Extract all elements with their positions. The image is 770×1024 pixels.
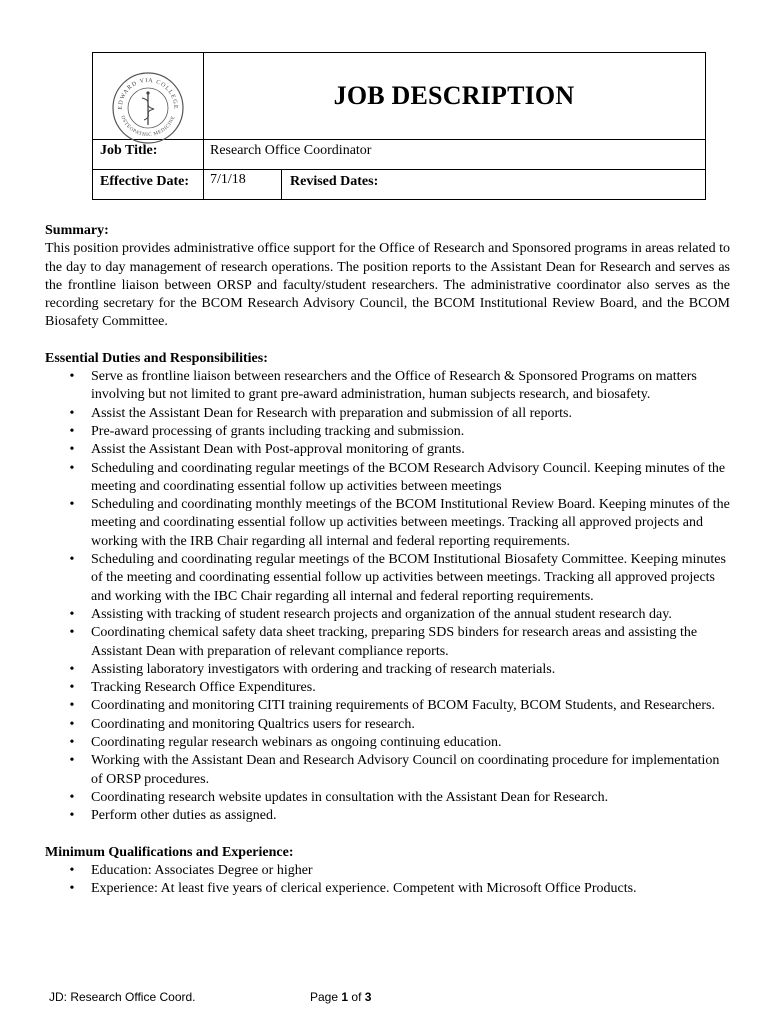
- document-title: JOB DESCRIPTION: [333, 81, 575, 110]
- list-item: • Assisting laboratory investigators with ordering and tracking of research materials.: [69, 661, 556, 677]
- effective-date-value: 7/1/18: [210, 172, 246, 187]
- list-item: • Coordinating regular research webinars as ongoing continuing education.: [69, 735, 502, 751]
- list-item: • Assisting with tracking of student research projects and organization of the annual student research day.: [69, 606, 672, 622]
- job-title-value: Research Office Coordinator: [210, 143, 372, 158]
- list-item: • Assist the Assistant Dean with Post-approval monitoring of grants.: [69, 442, 465, 458]
- job-title-label: Job Title:: [100, 143, 158, 158]
- duties-heading: Essential Duties and Responsibilities:: [45, 350, 268, 366]
- effective-date-label: Effective Date:: [100, 174, 190, 189]
- seal-text-bottom: OSTEOPATHIC MEDICINE: [119, 115, 177, 139]
- list-item: • Coordinating and monitoring Qualtrics users for research.: [69, 716, 415, 732]
- revised-dates-label: Revised Dates:: [290, 174, 379, 189]
- qualifications-heading: Minimum Qualifications and Experience:: [45, 844, 294, 860]
- header-table: [92, 52, 706, 200]
- list-item: • Perform other duties as assigned.: [69, 808, 277, 824]
- list-item: • Scheduling and coordinating monthly meetings of the BCOM Institutional Review Board. Keeping minutes of the meeting and coordinating essential follow up activities between meetings. Tracking all approved projects and working with the IRB Chair regarding all internal and federal reporting requirements.: [69, 497, 730, 549]
- summary-heading: Summary:: [45, 223, 109, 238]
- qualifications-list: [45, 862, 730, 899]
- list-item: • Scheduling and coordinating regular meetings of the BCOM Research Advisory Council. Keeping minutes of the meeting and coordinating essential follow up activities between meetings: [69, 460, 726, 494]
- list-item: • Working with the Assistant Dean and Research Advisory Council on coordinating procedure for implementation of ORSP procedures.: [69, 753, 720, 787]
- list-item: • Coordinating research website updates in consultation with the Assistant Dean for Research.: [69, 789, 609, 805]
- list-item: • Scheduling and coordinating regular meetings of the BCOM Institutional Biosafety Committee. Keeping minutes of the meeting and coordinating essential follow up activities between meetings. Tracking all approved projects and working with the IBC Chair regarding all internal and federal reporting requirements.: [69, 552, 726, 604]
- list-item: • Coordinating and monitoring CITI training requirements of BCOM Faculty, BCOM Students, and Researchers.: [69, 698, 715, 714]
- list-item: • Pre-award processing of grants including tracking and submission.: [69, 423, 465, 439]
- seal-text-top: EDWARD VIA COLLEGE: [117, 77, 179, 110]
- duties-list: [45, 368, 730, 825]
- footer-page-number: Page 1 of 3: [310, 990, 372, 1004]
- list-item: • Serve as frontline liaison between researchers and the Office of Research & Sponsored Programs on matters involving but not limited to grant pre-award administration, human subjects research, and biosafety.: [69, 369, 697, 403]
- list-item: • Tracking Research Office Expenditures.: [69, 680, 316, 696]
- list-item: • Assist the Assistant Dean for Research with preparation and submission of all reports.: [69, 405, 572, 421]
- list-item: • Education: Associates Degree or higher: [69, 862, 313, 878]
- list-item: • Experience: At least five years of clerical experience. Competent with Microsoft Office Products.: [69, 881, 637, 897]
- college-seal-logo: [111, 71, 185, 145]
- summary-text: This position provides administrative office support for the Office of Research and Sponsored programs in areas related to the day to day management of research operations. The position reports to the Assistant Dean for Research and serves as the frontline liaison between ORSP and faculty/student researchers. The administrative coordinator also serves as the recording secretary for the BCOM Research Advisory Council, the BCOM Institutional Review Board, and the BCOM Biosafety Committee.: [45, 241, 730, 330]
- footer-document-label: JD: Research Office Coord.: [49, 990, 196, 1004]
- document-body: [45, 222, 730, 898]
- list-item: • Coordinating chemical safety data sheet tracking, preparing SDS binders for research areas and assisting the Assistant Dean with preparation of relevant compliance reports.: [69, 625, 698, 659]
